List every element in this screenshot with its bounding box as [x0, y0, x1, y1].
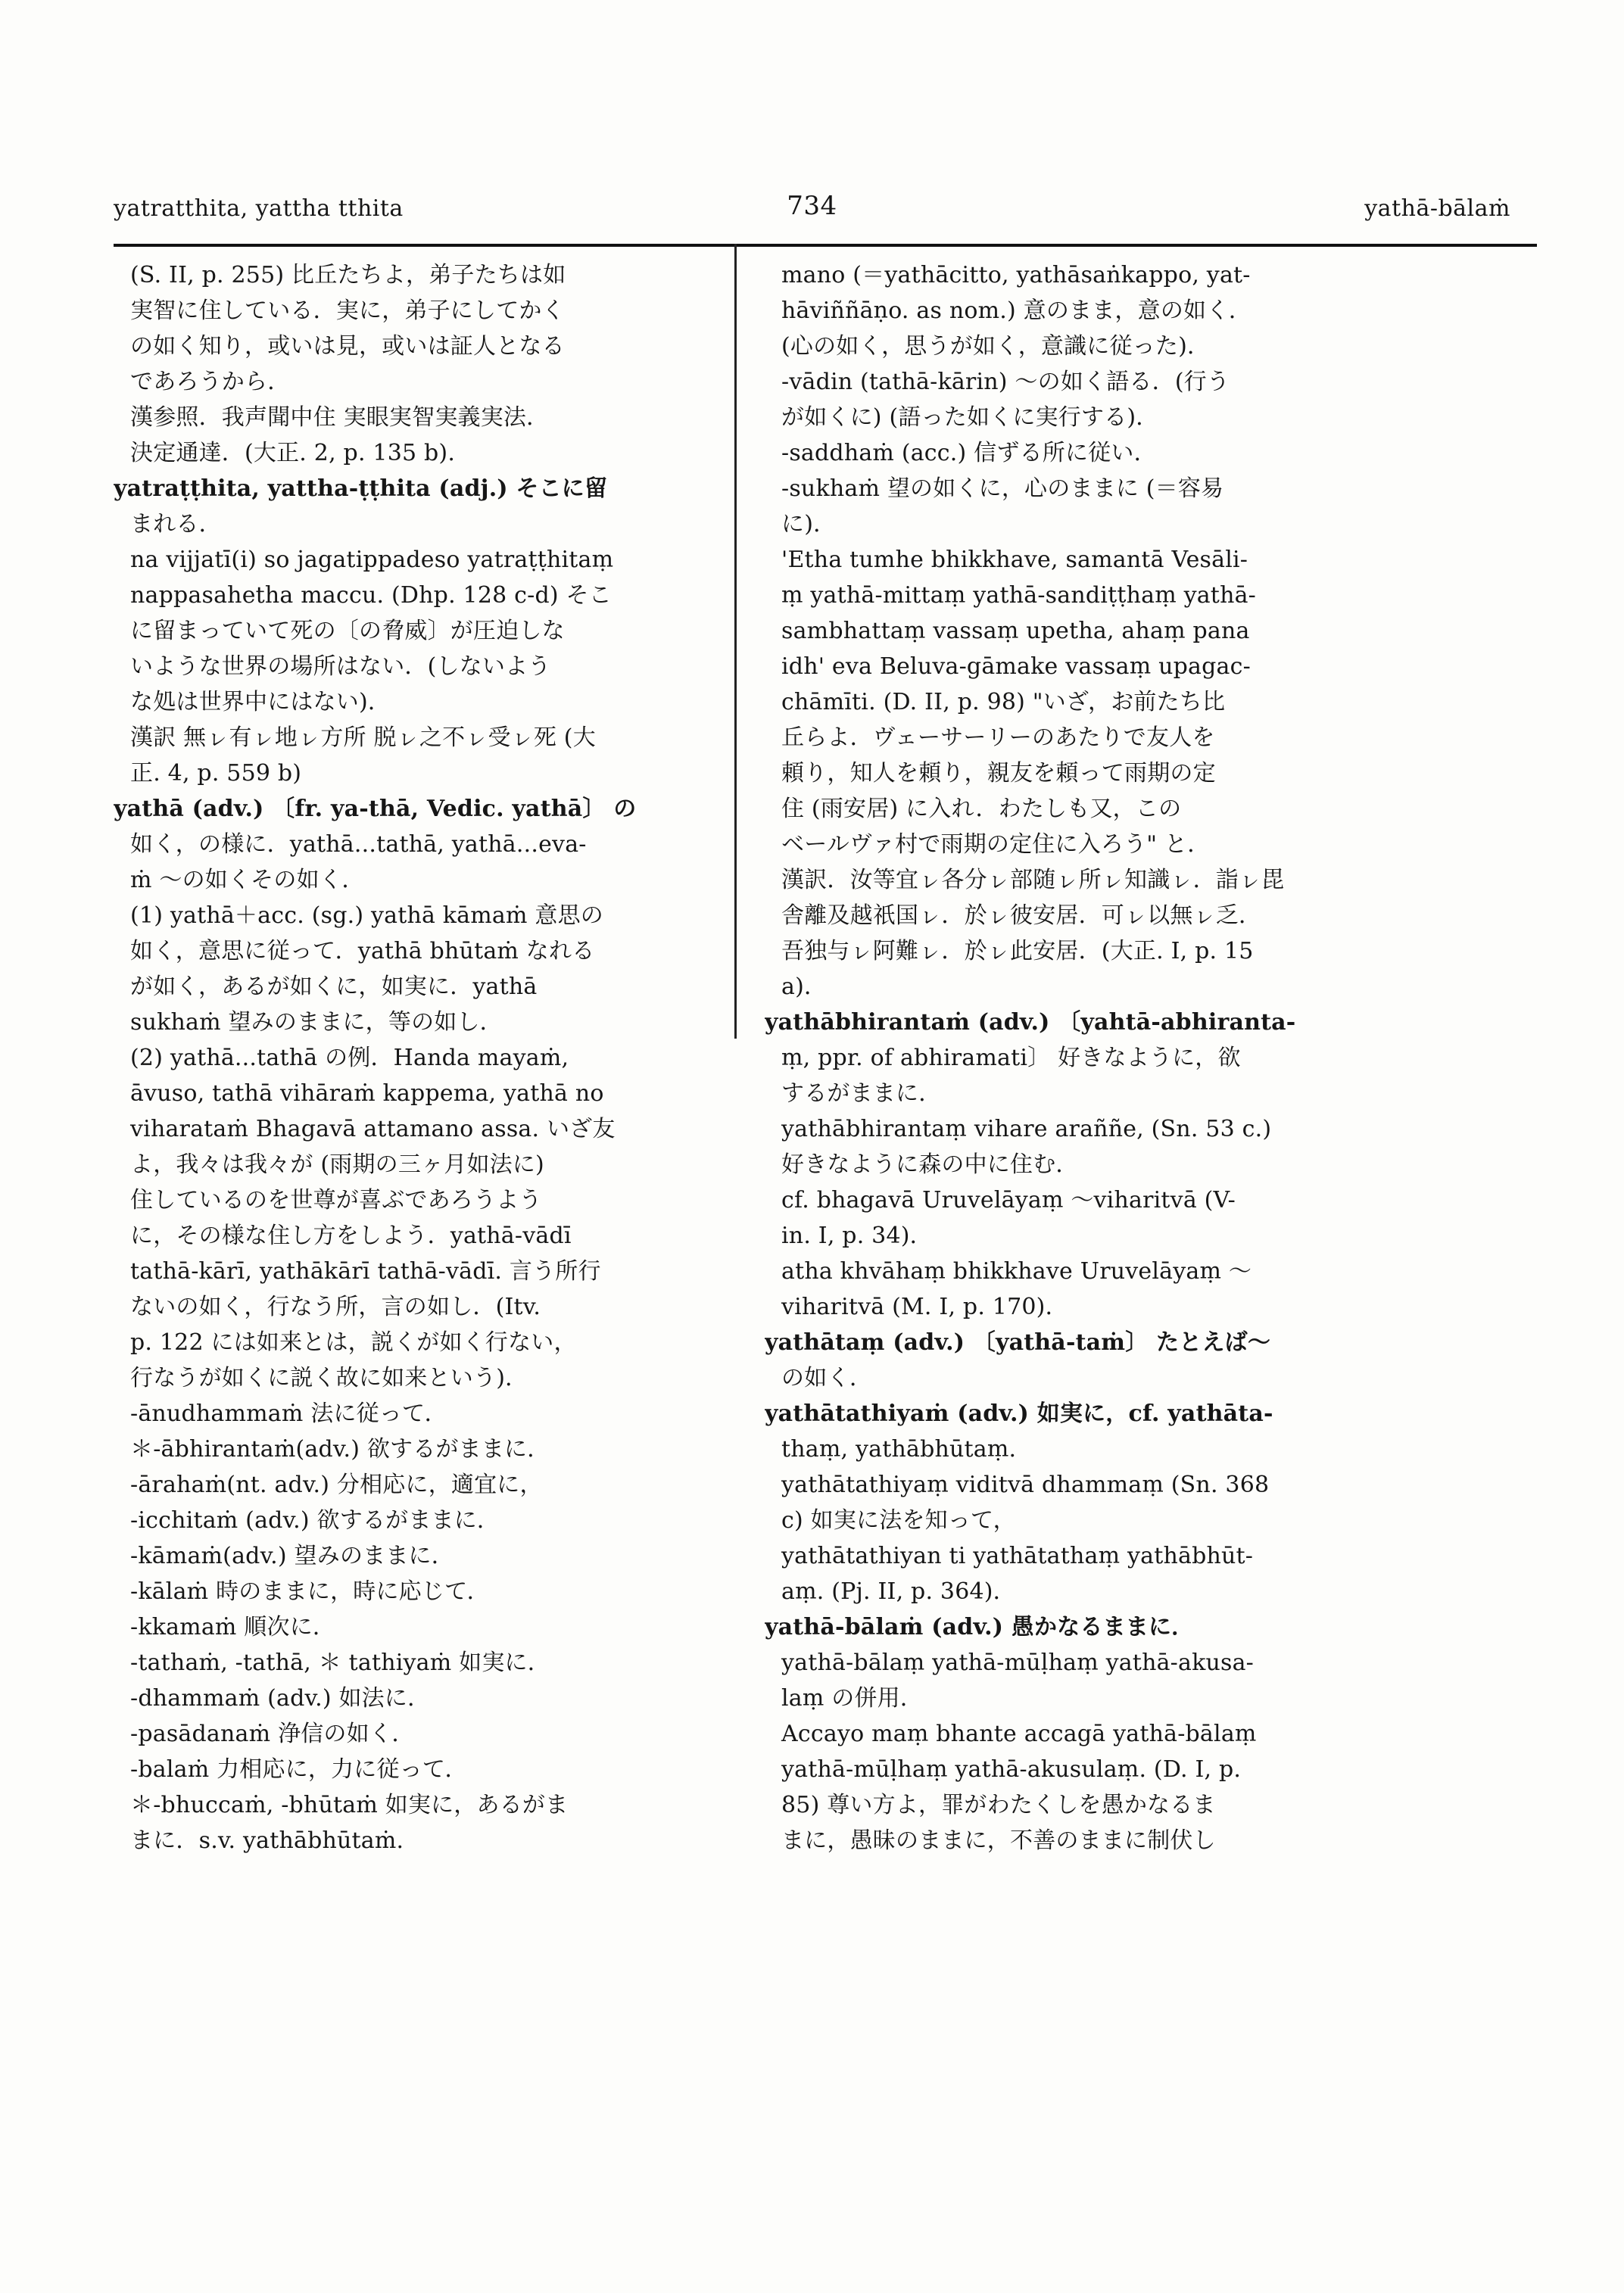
- entry-text-line: よ，我々は我々が (雨期の三ヶ月如法に): [130, 1151, 544, 1178]
- entry-text-line: 決定通達．(大正. 2, p. 135 b).: [130, 440, 456, 466]
- entry-text-line: -sukhaṁ 望の如くに，心のままに (＝容易: [781, 475, 1224, 502]
- entry-text-line: が如く，あるが如くに，如実に．yathā: [130, 974, 538, 1000]
- entry-text-line: ṃ, ppr. of abhiramati〕 好きなように，欲: [781, 1045, 1241, 1071]
- entry-text-line: 実智に住している．実に，弟子にしてかく: [130, 298, 565, 324]
- entry-text-line: a)．: [781, 974, 828, 1000]
- entry-text-line: 如く，の様に．yathā...tathā, yathā...eva-: [130, 831, 587, 858]
- entry-text-line: hāviññāṇo. as nom.) 意のまま，意の如く．: [781, 298, 1252, 324]
- entry-text-line: āvuso, tathā vihāraṁ kappema, yathā no: [130, 1080, 604, 1107]
- entry-text-line: -vādin (tathā-kārin) ～の如く語る．(行う: [781, 369, 1230, 395]
- entry-text-line: ベールヴァ村で雨期の定住に入ろう" と．: [781, 831, 1211, 858]
- entry-headword-line: yathātaṃ (adv.) 〔yathā-taṁ〕 たとえば～: [765, 1329, 1271, 1356]
- entry-text-line: まに．s.v. yathābhūtaṁ.: [130, 1827, 404, 1854]
- entry-text-line: -ānudhammaṁ 法に従って．: [130, 1400, 447, 1427]
- entry-text-line: 正. 4, p. 559 b): [130, 760, 302, 787]
- header-right-guideword: yathā-bālaṁ: [1364, 195, 1510, 222]
- entry-text-line: -pasādanaṁ 浄信の如く．: [130, 1721, 415, 1747]
- entry-text-line: 住しているのを世尊が喜ぶであろうよう: [130, 1187, 542, 1213]
- running-header: [114, 191, 1510, 233]
- entry-text-line: に留まっていて死の〔の脅威〕が圧迫しな: [130, 618, 565, 644]
- header-left-guideword: yatratthita, yattha tthita: [114, 195, 404, 222]
- entry-text-line: 如く，意思に従って．yathā bhūtaṁ なれる: [130, 938, 595, 964]
- entry-text-line: (心の如く，思うが如く，意識に従った)．: [781, 333, 1211, 360]
- entry-text-line: tathā-kārī, yathākārī tathā-vādī. 言う所行: [130, 1258, 601, 1285]
- entry-headword-line: yathā-bālaṁ (adv.) 愚かなるままに．: [765, 1614, 1195, 1640]
- entry-text-line: -kkamaṁ 順次に．: [130, 1614, 336, 1640]
- entry-text-line: -balaṁ 力相応に，力に従って．: [130, 1756, 468, 1783]
- entry-text-line: cf. bhagavā Uruvelāyaṃ ～viharitvā (V-: [781, 1187, 1236, 1213]
- entry-text-line: yathātathiyan ti yathātathaṃ yathābhūt-: [781, 1543, 1254, 1569]
- entry-headword-line: yathābhirantaṁ (adv.) 〔yahtā-abhiranta-: [765, 1009, 1296, 1036]
- entry-headword-line: yatraṭṭhita, yattha-ṭṭhita (adj.) そこに留: [114, 475, 608, 502]
- entry-text-line: na vijjatī(i) so jagatippadeso yatraṭṭhitaṃ: [130, 547, 614, 573]
- entry-text-line: な処は世界中にはない)．: [130, 689, 391, 715]
- right-column: [765, 257, 1401, 1858]
- entry-text-line: -kāmaṁ(adv.) 望みのままに．: [130, 1543, 454, 1569]
- entry-text-line: (1) yathā＋acc. (sg.) yathā kāmaṁ 意思の: [130, 902, 603, 929]
- entry-text-line: thaṃ, yathābhūtaṃ.: [781, 1436, 1017, 1463]
- entry-text-line: ＊-bhuccaṁ, -bhūtaṁ 如実に，あるがま: [130, 1792, 569, 1818]
- entry-text-line: -dhammaṁ (adv.) 如法に．: [130, 1685, 431, 1712]
- entry-text-line: 'Etha tumhe bhikkhave, samantā Vesāli-: [781, 547, 1248, 573]
- left-column: [114, 257, 719, 1858]
- entry-text-line: yathā-bālaṃ yathā-mūḷhaṃ yathā-akusa-: [781, 1650, 1255, 1676]
- entry-text-line: yathā-mūḷhaṃ yathā-akusulaṃ. (D. I, p.: [781, 1756, 1242, 1783]
- entry-text-line: ＊-ābhirantaṁ(adv.) 欲するがままに．: [130, 1436, 550, 1463]
- entry-text-line: まに，愚昧のままに，不善のままに制伏し: [781, 1827, 1216, 1854]
- entry-text-line: 舎離及越祇国ㇾ．於ㇾ彼安居．可ㇾ以無ㇾ乏．: [781, 902, 1262, 929]
- entry-text-line: -saddhaṁ (acc.) 信ずる所に従い．: [781, 440, 1157, 466]
- entry-headword-line: yathātathiyaṁ (adv.) 如実に，cf. yathāta-: [765, 1400, 1273, 1427]
- entry-text-line: の如く．: [781, 1365, 873, 1391]
- entry-text-line: sambhattaṃ vassaṃ upetha, ahaṃ pana: [781, 618, 1250, 644]
- entry-text-line: に，その様な住し方をしよう．yathā-vādī: [130, 1223, 572, 1249]
- entry-text-line: -icchitaṁ (adv.) 欲するがままに．: [130, 1507, 500, 1534]
- entry-text-line: 丘らよ．ヴェーサーリーのあたりで友人を: [781, 724, 1215, 751]
- entry-text-line: まれる．: [130, 511, 222, 537]
- entry-text-line: -tathaṁ, -tathā, ＊ tathiyaṁ 如実に．: [130, 1650, 550, 1676]
- entry-text-line: idh' eva Beluva-gāmake vassaṃ upagac-: [781, 653, 1251, 680]
- entry-text-line: 漢訳．汝等宜ㇾ各分ㇾ部随ㇾ所ㇾ知識ㇾ．詣ㇾ毘: [781, 867, 1285, 893]
- entry-text-line: chāmīti. (D. II, p. 98) "いざ，お前たち比: [781, 689, 1226, 715]
- page-number: 734: [787, 191, 837, 221]
- entry-text-line: の如く知り，或いは見，或いは証人となる: [130, 333, 565, 360]
- entry-text-line: yathātathiyaṃ viditvā dhammaṃ (Sn. 368: [781, 1472, 1270, 1498]
- entry-text-line: (S. II, p. 255) 比丘たちよ，弟子たちは如: [130, 262, 566, 288]
- entry-text-line: ṁ ～の如くその如く．: [130, 867, 365, 893]
- entry-text-line: 住 (雨安居) に入れ．わたしも又，この: [781, 796, 1182, 822]
- entry-text-line: nappasahetha maccu. (Dhp. 128 c-d) そこ: [130, 582, 612, 609]
- entry-text-line: mano (＝yathācitto, yathāsaṅkappo, yat-: [781, 262, 1251, 288]
- entry-text-line: 好きなように森の中に住む．: [781, 1151, 1079, 1178]
- entry-text-line: Accayo maṃ bhante accagā yathā-bālaṃ: [781, 1721, 1257, 1747]
- entry-text-line: 漢参照．我声聞中住 実眼実智実義実法．: [130, 404, 550, 431]
- entry-text-line: するがままに．: [781, 1080, 942, 1107]
- entry-text-line: -ārahaṁ(nt. adv.) 分相応に，適宜に，: [130, 1472, 543, 1498]
- entry-text-line: yathābhirantaṃ vihare araññe, (Sn. 53 c.): [781, 1116, 1272, 1142]
- entry-text-line: 行なうが如くに説く故に如来という)．: [130, 1365, 528, 1391]
- entry-text-line: aṃ. (Pj. II, p. 364)．: [781, 1578, 1016, 1605]
- entry-text-line: atha khvāhaṃ bhikkhave Uruvelāyaṃ ～: [781, 1258, 1252, 1285]
- entry-text-line: であろうから．: [130, 369, 291, 395]
- entry-text-line: いような世界の場所はない．(しないよう: [130, 653, 551, 680]
- entry-text-line: viharitvā (M. I, p. 170)．: [781, 1294, 1068, 1320]
- entry-text-line: sukhaṁ 望みのままに，等の如し．: [130, 1009, 503, 1036]
- entry-text-line: に)．: [781, 511, 837, 537]
- header-rule: [114, 244, 1537, 247]
- entry-text-line: c) 如実に法を知って，: [781, 1507, 1016, 1534]
- entry-text-line: laṃ の併用．: [781, 1685, 924, 1712]
- entry-text-line: p. 122 には如来とは，説くが如く行ない，: [130, 1329, 577, 1356]
- entry-text-line: in. I, p. 34)．: [781, 1223, 933, 1249]
- entry-text-line: 漢訳 無ㇾ有ㇾ地ㇾ方所 脱ㇾ之不ㇾ受ㇾ死 (大: [130, 724, 596, 751]
- entry-text-line: (2) yathā...tathā の例．Handa mayaṁ,: [130, 1045, 569, 1071]
- column-divider: [734, 244, 737, 1039]
- entry-text-line: 85) 尊い方よ，罪がわたくしを愚かなるま: [781, 1792, 1216, 1818]
- entry-text-line: ないの如く，行なう所，言の如し．(Itv.: [130, 1294, 541, 1320]
- entry-text-line: ṃ yathā-mittaṃ yathā-sandiṭṭhaṃ yathā-: [781, 582, 1257, 609]
- entry-headword-line: yathā (adv.) 〔fr. ya-thā, Vedic. yathā〕 の: [114, 796, 637, 822]
- entry-text-line: -kālaṁ 時のままに，時に応じて．: [130, 1578, 490, 1605]
- entry-text-line: が如くに) (語った如くに実行する)．: [781, 404, 1159, 431]
- entry-text-line: 吾独与ㇾ阿難ㇾ．於ㇾ此安居．(大正. I, p. 15: [781, 938, 1254, 964]
- entry-text-line: 頼り，知人を頼り，親友を頼って雨期の定: [781, 760, 1216, 787]
- entry-text-line: viharataṁ Bhagavā attamano assa. いざ友: [130, 1116, 616, 1142]
